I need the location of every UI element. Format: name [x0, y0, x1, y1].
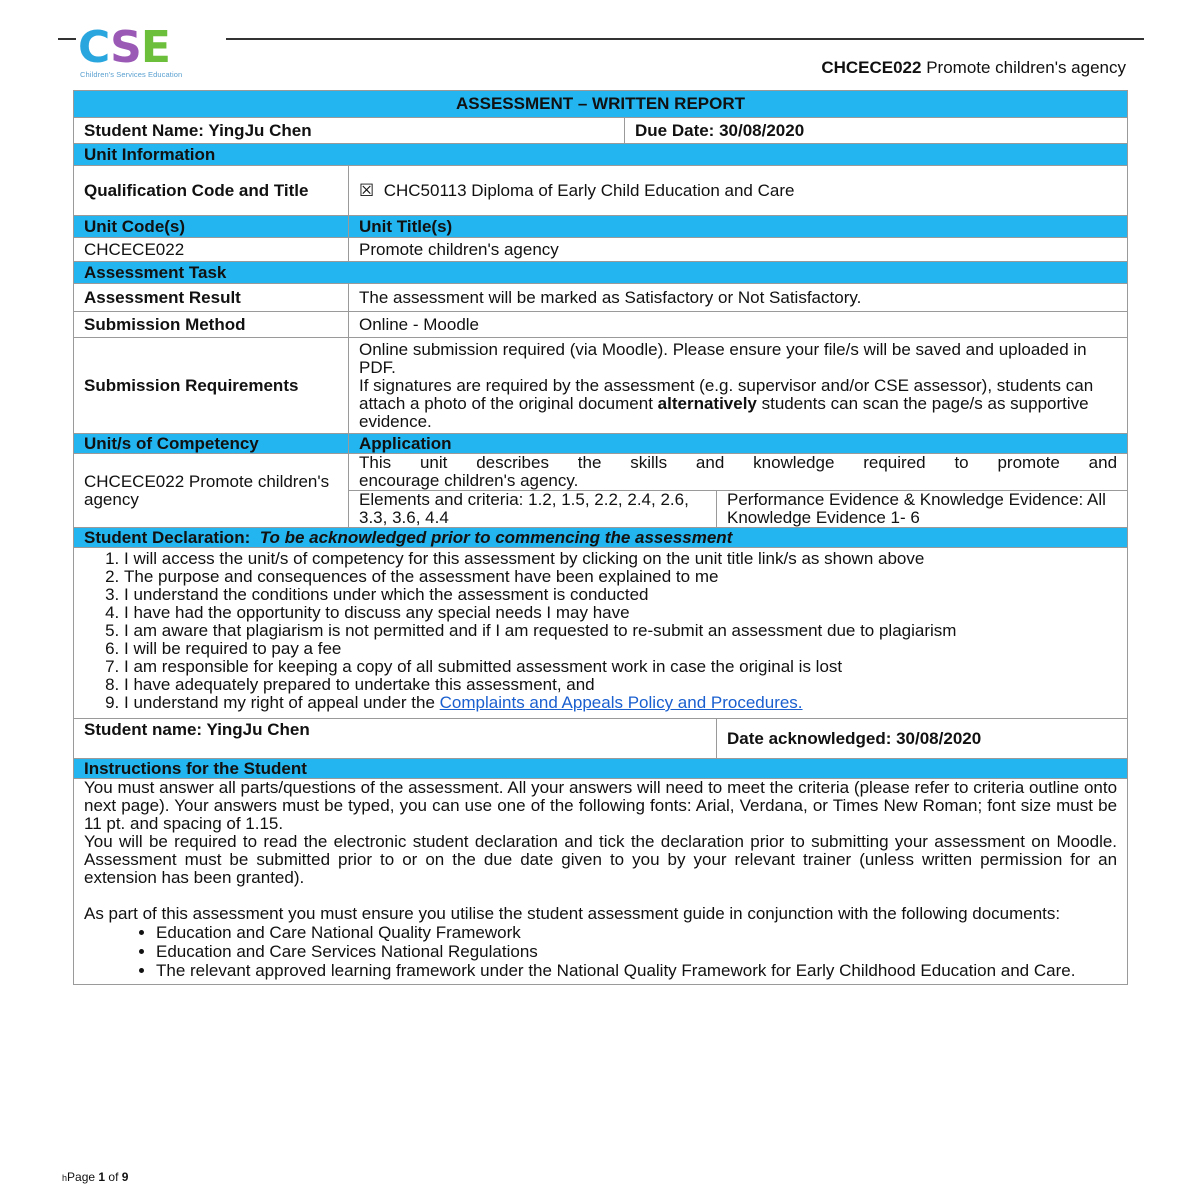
declaration-item: 7. I am responsible for keeping a copy of all submitted assessment work in case the original is lost [124, 658, 1117, 676]
unit-information-heading: Unit Information [74, 144, 1128, 166]
declaration-student-name: Student name: YingJu Chen [74, 719, 717, 759]
document-item: • Education and Care Services National Regulations [156, 942, 1117, 961]
documents-list [84, 923, 1117, 980]
checked-box-icon: ☒ [359, 180, 375, 200]
declaration-item: 8. I have adequately prepared to undertake this assessment, and [124, 676, 1117, 694]
cse-logo: CSE [78, 22, 170, 73]
qualification-value: ☒ CHC50113 Diploma of Early Child Education and Care [349, 166, 1128, 216]
complaints-appeals-link[interactable]: Complaints and Appeals Policy and Procedures. [439, 693, 803, 712]
application-description: This unit describes the skills and knowledge required to promote and encourage children's agency. [349, 454, 1128, 491]
document-item: • The relevant approved learning framework under the National Quality Framework for Early Childhood Education and Care. [156, 961, 1117, 980]
elements-criteria: Elements and criteria: 1.2, 1.5, 2.2, 2.4, 2.6, 3.3, 3.6, 4.4 [349, 491, 717, 528]
declaration-item: 5. I am aware that plagiarism is not permitted and if I am requested to re-submit an assessment due to plagiarism [124, 622, 1117, 640]
instructions-paragraph: You will be required to read the electronic student declaration and tick the declaration prior to submitting your assessment on Moodle. Assessment must be submitted prior to or on the due date given to you by your relevant trainer (unless written permission for an extension has been granted). [84, 832, 1118, 887]
instructions-heading: Instructions for the Student [74, 759, 1128, 779]
assessment-task-heading: Assessment Task [74, 262, 1128, 284]
declaration-item: 2. The purpose and consequences of the assessment have been explained to me [124, 568, 1117, 586]
declaration-item: 1. I will access the unit/s of competency for this assessment by clicking on the unit title link/s as shown above [124, 550, 1117, 568]
page-footer: hPage 1 of 9 [62, 1170, 129, 1184]
unit-code-value: CHCECE022 [74, 238, 349, 262]
unit-title-value: Promote children's agency [349, 238, 1128, 262]
declaration-list-cell [74, 548, 1128, 719]
instructions-body [74, 779, 1128, 985]
competency-unit: CHCECE022 Promote children's agency [74, 454, 349, 528]
unit-codes-heading: Unit Code(s) [74, 216, 349, 238]
declaration-item: 4. I have had the opportunity to discuss any special needs I may have [124, 604, 1117, 622]
submission-method-value: Online - Moodle [349, 312, 1128, 338]
submission-method-label: Submission Method [74, 312, 349, 338]
declaration-list [84, 550, 1117, 712]
assessment-title: ASSESSMENT – WRITTEN REPORT [74, 91, 1128, 118]
declaration-item: 9. I understand my right of appeal under the Complaints and Appeals Policy and Procedures. [124, 694, 1117, 712]
logo-subtitle: Children's Services Education [80, 70, 183, 79]
document-unit-title: CHCECE022 Promote children's agency [821, 58, 1126, 77]
document-item: • Education and Care National Quality Framework [156, 923, 1117, 942]
submission-requirements-label: Submission Requirements [74, 338, 349, 434]
competency-heading: Unit/s of Competency [74, 434, 349, 454]
qualification-label: Qualification Code and Title [74, 166, 349, 216]
application-heading: Application [349, 434, 1128, 454]
student-name: Student Name: YingJu Chen [74, 118, 625, 144]
assessment-result-value: The assessment will be marked as Satisfactory or Not Satisfactory. [349, 284, 1128, 312]
unit-titles-heading: Unit Title(s) [349, 216, 1128, 238]
declaration-item: 6. I will be required to pay a fee [124, 640, 1117, 658]
assessment-result-label: Assessment Result [74, 284, 349, 312]
date-acknowledged: Date acknowledged: 30/08/2020 [717, 719, 1128, 759]
due-date: Due Date: 30/08/2020 [625, 118, 1128, 144]
instructions-paragraph: As part of this assessment you must ensure you utilise the student assessment guide in conjunction with the following documents: [84, 904, 1061, 923]
performance-evidence: Performance Evidence & Knowledge Evidence: All Knowledge Evidence 1- 6 [717, 491, 1128, 528]
student-declaration-heading: Student Declaration: To be acknowledged prior to commencing the assessment [74, 528, 1128, 548]
instructions-paragraph: You must answer all parts/questions of the assessment. All your answers will need to meet the criteria (please refer to criteria outline onto next page). Your answers must be typed, you can use one of the following fonts: Arial, Verdana, or Times New Roman; font size must be 11 pt. and spacing of 1.15. [84, 778, 1118, 833]
assessment-table [73, 90, 1128, 985]
submission-requirements-value: Online submission required (via Moodle). Please ensure your file/s will be saved and uploaded in PDF. If signatures are required by the assessment (e.g. supervisor and/or CSE assessor), students can attach a photo of the original document alternatively students can scan the page/s as supportive evidence. [349, 338, 1128, 434]
declaration-item: 3. I understand the conditions under which the assessment is conducted [124, 586, 1117, 604]
